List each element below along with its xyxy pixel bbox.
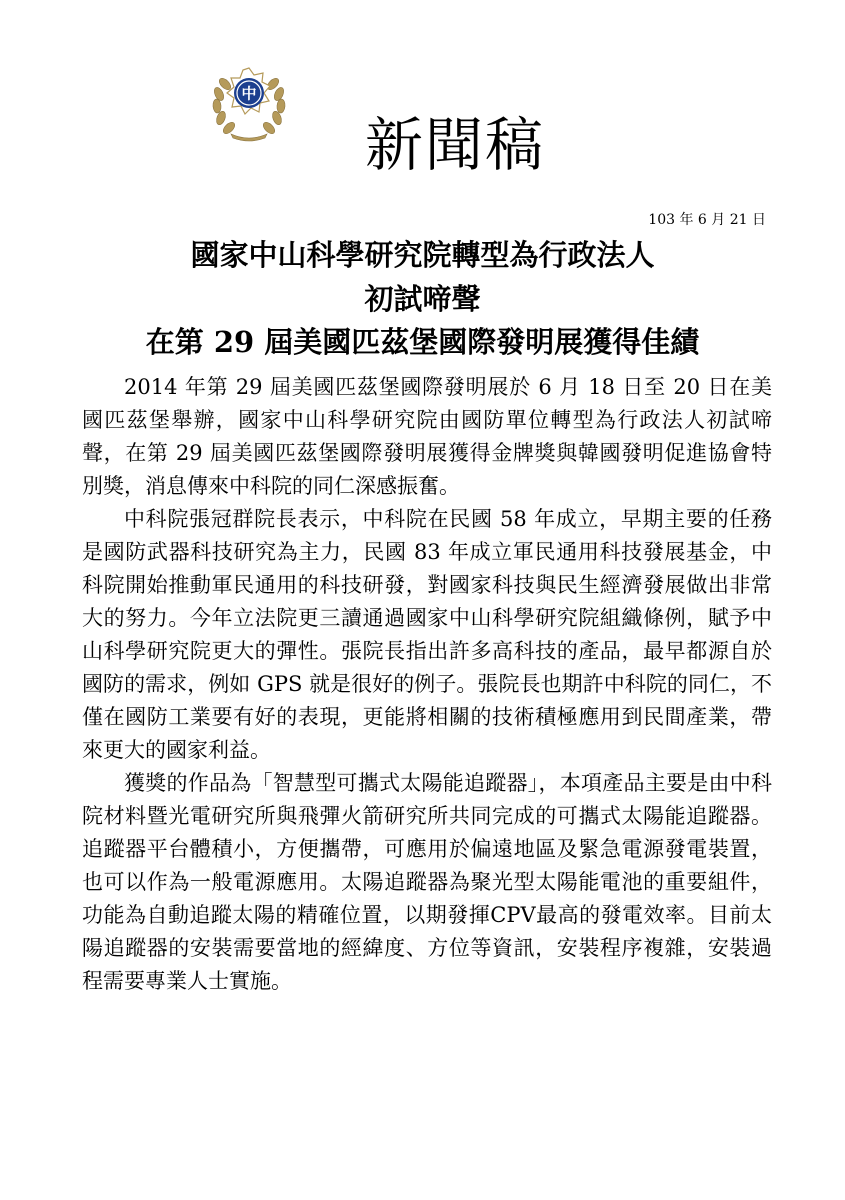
press-release-body xyxy=(82,371,772,998)
release-date: 103 年 6 月 21 日 xyxy=(648,212,766,228)
headline-line-2: 初試啼聲 xyxy=(364,282,481,316)
institute-emblem-icon xyxy=(207,62,291,142)
headline-line-3: 在第 29 屆美國匹茲堡國際發明展獲得佳績 xyxy=(145,325,700,359)
body-paragraph-1: 2014 年第 29 屆美國匹茲堡國際發明展於 6 月 18 日至 20 日在美國匹茲堡舉辦，國家中山科學研究院由國防單位轉型為行政法人初試啼聲，在第 29 屆美國匹茲堡國際發明展獲得金牌獎與韓國發明促進協會特別獎，消息傳來中科院的同仁深感振奮。 xyxy=(82,375,772,498)
emblem-glyph: 中 xyxy=(241,84,257,103)
body-paragraph-3: 獲獎的作品為「智慧型可攜式太陽能追蹤器」，本項產品主要是由中科院材料暨光電研究所與飛彈火箭研究所共同完成的可攜式太陽能追蹤器。追蹤器平台體積小，方便攜帶，可應用於偏遠地區及緊急電源發電裝置，也可以作為一般電源應用。太陽追蹤器為聚光型太陽能電池的重要組件，功能為自動追蹤太陽的精確位置，以期發揮CPV最高的發電效率。目前太陽追蹤器的安裝需要當地的經緯度、方位等資訊，安裝程序複雜，安裝過程需要專業人士實施。 xyxy=(82,771,772,993)
body-paragraph-2: 中科院張冠群院長表示，中科院在民國 58 年成立，早期主要的任務是國防武器科技研究為主力，民國 83 年成立軍民通用科技發展基金，中科院開始推動軍民通用的科技研發，對國家科技與民生經濟發展做出非常大的努力。今年立法院更三讀通過國家中山科學研究院組織條例，賦予中山科學研究院更大的彈性。張院長指出許多高科技的產品，最早都源自於國防的需求，例如 GPS 就是很好的例子。張院長也期許中科院的同仁，不僅在國防工業要有好的表現，更能將相關的技術積極應用到民間產業，帶來更大的國家利益。 xyxy=(82,507,772,762)
document-type-title: 新聞稿 xyxy=(364,111,545,179)
headline-line-1: 國家中山科學研究院轉型為行政法人 xyxy=(190,238,655,272)
